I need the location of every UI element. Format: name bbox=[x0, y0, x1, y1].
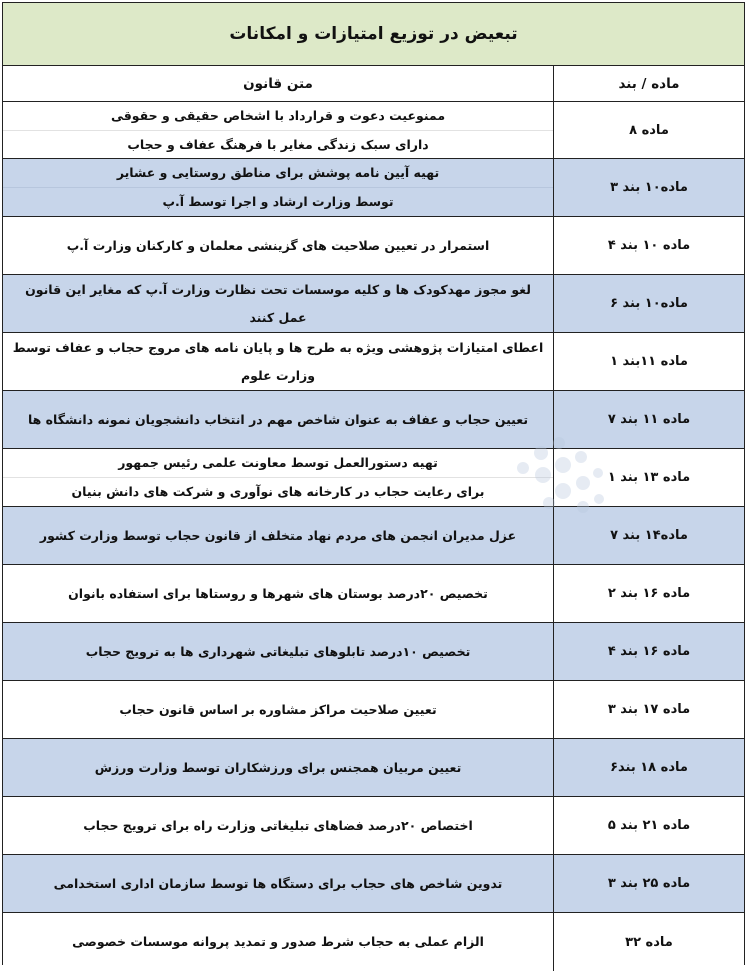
law-text-line: استمرار در تعیین صلاحیت های گزینشی معلمان و کارکنان وزارت آ.پ bbox=[66, 237, 490, 253]
law-text-line: تهیه دستورالعمل توسط معاونت علمی رئیس جمهور bbox=[118, 455, 438, 470]
law-text-cell bbox=[3, 913, 553, 971]
law-text-cell bbox=[3, 739, 553, 796]
article-cell: ماده ۱۰ بند ۴ bbox=[553, 217, 744, 274]
table-row bbox=[3, 855, 744, 913]
table-header bbox=[3, 66, 744, 102]
article-cell: ماده ۲۵ بند ۳ bbox=[553, 855, 744, 912]
article-cell: ماده ۱۷ بند ۳ bbox=[553, 681, 744, 738]
law-text-cell bbox=[3, 449, 553, 506]
article-cell: ماده ۱۱بند ۱ bbox=[553, 333, 744, 390]
table-body bbox=[3, 102, 744, 971]
article-cell: ماده ۱۱ بند ۷ bbox=[553, 391, 744, 448]
table-row bbox=[3, 565, 744, 623]
law-text-line: تدوین شاخص های حجاب برای دستگاه ها توسط سازمان اداری استخدامی bbox=[53, 875, 503, 891]
table-row bbox=[3, 797, 744, 855]
law-text-line: عزل مدیران انجمن های مردم نهاد متخلف از قانون حجاب توسط وزارت کشور bbox=[39, 527, 517, 543]
table-row bbox=[3, 739, 744, 797]
table-row bbox=[3, 102, 744, 159]
law-text-cell bbox=[3, 855, 553, 912]
table-row bbox=[3, 159, 744, 217]
law-text-cell bbox=[3, 623, 553, 680]
law-text-cell bbox=[3, 217, 553, 274]
table-row bbox=[3, 623, 744, 681]
law-text-line: تخصیص ۲۰درصد بوستان های شهرها و روستاها برای استفاده بانوان bbox=[68, 585, 488, 601]
law-text-cell bbox=[3, 275, 553, 332]
header-text: متن قانون bbox=[243, 75, 313, 92]
article-cell: ماده ۲۱ بند ۵ bbox=[553, 797, 744, 854]
law-text-cell bbox=[3, 391, 553, 448]
table-row bbox=[3, 507, 744, 565]
law-text-cell bbox=[3, 333, 553, 390]
table-row bbox=[3, 449, 744, 507]
law-text-cell bbox=[3, 797, 553, 854]
law-text-cell bbox=[3, 507, 553, 564]
article-cell: ماده۱۴ بند ۷ bbox=[553, 507, 744, 564]
law-text-line: تخصیص ۱۰درصد تابلوهای تبلیغاتی شهرداری ها به ترویج حجاب bbox=[85, 643, 471, 659]
law-text-cell bbox=[3, 102, 553, 158]
law-text-line: لغو مجوز مهدکودک ها و کلیه موسسات تحت نظارت وزارت آ.پ که مغایر این قانون عمل کنند bbox=[25, 281, 531, 325]
law-text-line: برای رعایت حجاب در کارخانه های نوآوری و شرکت های دانش بنیان bbox=[3, 477, 553, 506]
table-title: تبعیض در توزیع امتیازات و امکانات bbox=[3, 3, 744, 66]
article-cell: ماده ۱۶ بند ۲ bbox=[553, 565, 744, 622]
law-text-line: ممنوعیت دعوت و قرارداد با اشخاص حقیقی و حقوقی bbox=[110, 107, 446, 123]
law-text-cell bbox=[3, 681, 553, 738]
article-cell: ماده ۱۸ بند۶ bbox=[553, 739, 744, 796]
table-row bbox=[3, 681, 744, 739]
article-cell: ماده ۳۲ bbox=[553, 913, 744, 971]
table-row bbox=[3, 333, 744, 391]
table-row bbox=[3, 913, 744, 971]
article-cell: ماده۱۰ بند ۳ bbox=[553, 159, 744, 216]
article-cell: ماده ۸ bbox=[553, 102, 744, 158]
law-text-line: تهیه آیین نامه پوشش برای مناطق روستایی و عشایر bbox=[116, 165, 440, 180]
law-text-line: تعیین حجاب و عفاف به عنوان شاخص مهم در انتخاب دانشجویان نمونه دانشگاه ها bbox=[27, 411, 529, 427]
table-row bbox=[3, 217, 744, 275]
law-text-cell bbox=[3, 159, 553, 216]
law-table bbox=[2, 2, 745, 965]
law-text-line: تعیین مربیان همجنس برای ورزشکاران توسط وزارت ورزش bbox=[94, 759, 462, 775]
article-cell: ماده ۱۶ بند ۴ bbox=[553, 623, 744, 680]
law-text-cell bbox=[3, 565, 553, 622]
table-row bbox=[3, 275, 744, 333]
law-text-line: اعطای امتیازات پژوهشی ویژه به طرح ها و پایان نامه های مروج حجاب و عفاف توسط وزارت علوم bbox=[12, 339, 544, 383]
law-text-line: اختصاص ۲۰درصد فضاهای تبلیغاتی وزارت راه برای ترویج حجاب bbox=[83, 817, 473, 833]
article-cell: ماده۱۰ بند ۶ bbox=[553, 275, 744, 332]
header-article: ماده / بند bbox=[553, 66, 744, 101]
table-row bbox=[3, 391, 744, 449]
law-text-line: توسط وزارت ارشاد و اجرا توسط آ.پ bbox=[3, 187, 553, 216]
article-cell: ماده ۱۳ بند ۱ bbox=[553, 449, 744, 506]
law-text-line: تعیین صلاحیت مراکز مشاوره بر اساس قانون حجاب bbox=[119, 701, 437, 717]
law-text-line: الزام عملی به حجاب شرط صدور و تمدید پروانه موسسات خصوصی bbox=[72, 934, 484, 949]
law-text-line: دارای سبک زندگی مغایر با فرهنگ عفاف و حجاب bbox=[3, 130, 553, 159]
